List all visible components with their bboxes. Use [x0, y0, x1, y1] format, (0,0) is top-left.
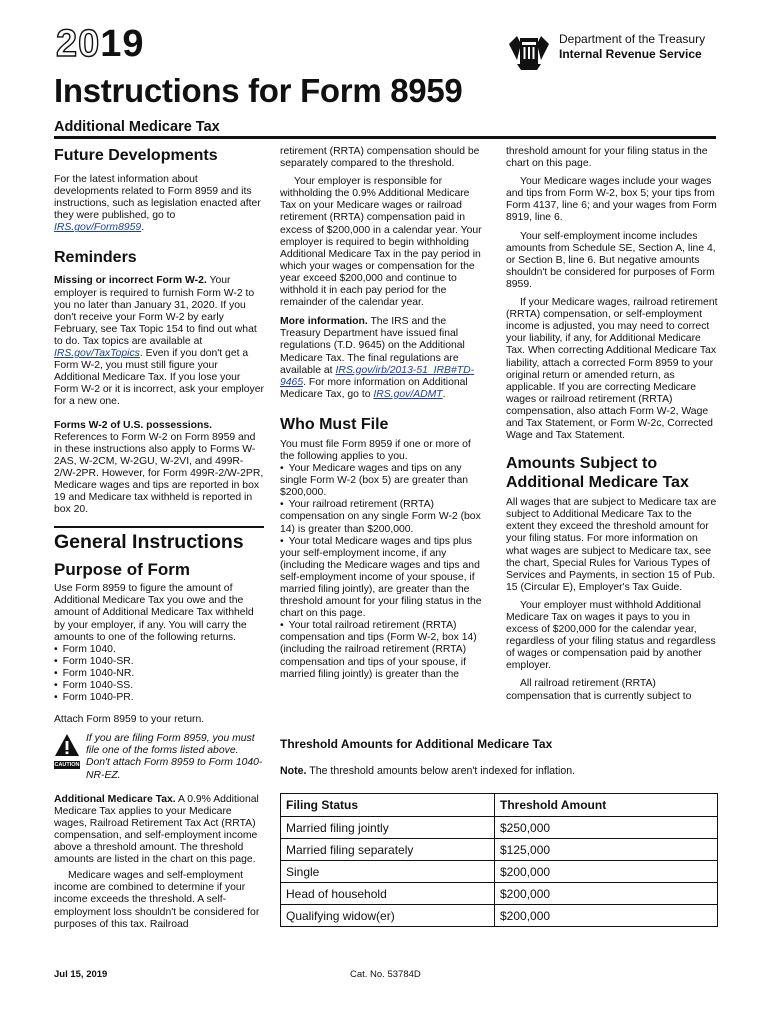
caution-text: If you are filing Form 8959, you must file one of the forms listed above. Don't attach Form 8959 to Form 1040-NR-EZ.	[86, 733, 263, 781]
who-must-file-heading: Who Must File	[280, 415, 389, 433]
filing-status-header: Filing Status	[281, 794, 495, 817]
additional-medicare-tax-paragraph: Additional Medicare Tax. A 0.9% Additional Medicare Tax applies to your Medicare wages, Railroad Retirement Tax Act (RRTA) compensation, and self-employment income above a threshold amount. The threshold amounts are listed in the chart on this page.	[54, 793, 259, 866]
list-item: • Form 1040-PR.	[54, 692, 264, 704]
tax-topics-link[interactable]: IRS.gov/TaxTopics	[54, 348, 140, 360]
filing-status-cell: Single	[281, 861, 495, 883]
purpose-heading: Purpose of Form	[54, 560, 191, 580]
employer-must-withhold-paragraph: Your employer must withhold Additional Medicare Tax on wages it pays to you in excess of $200,000 for the calendar year, regardless of your filing status and regardless of wages or compensation paid by another employer.	[506, 599, 716, 672]
warning-triangle-icon	[54, 733, 80, 757]
list-item: • Your railroad retirement (RRTA) compensation on any single Form W-2 (box 14) is greater than $200,000.	[280, 499, 486, 535]
list-item: • Your total railroad retirement (RRTA) compensation and tips (Form W-2, box 14) (including the railroad retirement (RRTA) compensation and tips of your spouse, if married filing jointly) is greater than the	[280, 620, 486, 680]
self-employment-paragraph: Your self-employment income includes amounts from Schedule SE, Section A, line 4, or Section B, line 6. But negative amounts shouldn't be considered for purposes of Form 8959.	[506, 230, 716, 290]
future-developments-heading: Future Developments	[54, 147, 218, 164]
catalog-number: Cat. No. 53784D	[350, 969, 421, 980]
table-header-row	[281, 794, 718, 817]
more-information-paragraph: More information. The IRS and the Treasury Department have issued final regulations (T.D. 9645) on the Additional Medicare Tax. The final regulations are available at IRS.gov/irb/2013-51_IRB#TD-9465. For more information on Additional Medicare Tax, go to IRS.gov/ADMT.	[280, 316, 475, 400]
wages-subject-paragraph: All wages that are subject to Medicare tax are subject to Additional Medicare Tax to the extent they exceed the threshold amount for your filing status. For more information on what wages are subject to Medicare tax, see the chart, Special Rules for Various Types of Services and Payments, in section 15 of Pub. 15 (Circular E), Employer's Tax Guide.	[506, 497, 717, 593]
irs-eagle-logo-icon	[507, 30, 551, 74]
correction-paragraph: If your Medicare wages, railroad retirement (RRTA) compensation, or self-employment income is adjusted, you may need to correct your liability, if any, for Additional Medicare Tax. When correcting Additional Medicare Tax liability, attach a corrected Form 8959 to your original return or amended return, as applicable. If you are correcting Medicare wages or railroad retirement (RRTA) compensation, also attach Form W-2, Wage and Tax Statement, or Form W-2c, Corrected Wage and Tax Statement.	[506, 297, 718, 442]
purpose-text: Use Form 8959 to figure the amount of Additional Medicare Tax you owe and the amount of Additional Medicare Tax withheld by your employer, if any. You will carry the amounts to one of the following returns.	[54, 583, 254, 643]
admt-link[interactable]: IRS.gov/ADMT	[373, 388, 443, 400]
caution-badge	[54, 733, 80, 781]
table-row	[281, 883, 718, 905]
header-divider	[54, 136, 716, 139]
page-title: Instructions for Form 8959	[54, 72, 463, 109]
threshold-amount-cell: $200,000	[495, 883, 718, 905]
general-instructions-heading: General Instructions	[54, 526, 264, 554]
agency-irs: Internal Revenue Service	[559, 47, 702, 61]
threshold-amount-cell: $125,000	[495, 839, 718, 861]
list-item: • Form 1040-NR.	[54, 668, 264, 680]
irb-link[interactable]: IRS.gov/irb/2013-51_IRB#TD-9465	[280, 364, 475, 388]
threshold-amount-cell: $250,000	[495, 817, 718, 839]
list-item: • Form 1040-SR.	[54, 656, 264, 668]
table-row	[281, 905, 718, 927]
threshold-table	[280, 793, 718, 927]
filing-status-cell: Head of household	[281, 883, 495, 905]
list-item: • Your total Medicare wages and tips plus your self-employment income, if any (including the Medicare wages and tips and self-employment income of your spouse, if married filing jointly), are greater than the threshold amount for your filing status in the chart on this page.	[280, 536, 486, 621]
table-row	[281, 861, 718, 883]
who-must-file-text: You must file Form 8959 if one or more of the following applies to you.	[280, 438, 471, 462]
column-3	[506, 146, 718, 703]
filing-status-cell: Qualifying widow(er)	[281, 905, 495, 927]
employer-withholding-paragraph: Your employer is responsible for withholding the 0.9% Additional Medicare Tax on your Medicare wages or railroad retirement (RRTA) compensation paid in excess of $200,000 in a calendar year. Your employer is required to begin withholding Additional Medicare Tax in the pay period in which your wages or compensation for the year exceed $200,000 and continue to withhold it in each pay period for the remainder of the calendar year.	[280, 176, 482, 309]
threshold-amount-cell: $200,000	[495, 861, 718, 883]
medicare-wages-paragraph: Your Medicare wages include your wages and tips from Form W-2, box 5; your tips from Form 4137, line 6; and your wages from Form 8919, line 6.	[506, 176, 717, 224]
column-2	[280, 146, 486, 681]
rrta-compensation-paragraph: All railroad retirement (RRTA) compensation that is currently subject to	[506, 678, 692, 702]
future-developments-text: For the latest information about developments related to Form 8959 and its instructions, such as legislation enacted after they were published, go to IRS.gov/Form8959.	[54, 174, 261, 234]
reminders-heading: Reminders	[54, 249, 137, 267]
filing-status-cell: Married filing jointly	[281, 817, 495, 839]
filing-status-cell: Married filing separately	[281, 839, 495, 861]
threshold-note: Note. The threshold amounts below aren't indexed for inflation.	[280, 765, 576, 777]
page-subtitle: Additional Medicare Tax	[54, 119, 220, 135]
caution-note	[54, 733, 264, 781]
attach-text: Attach Form 8959 to your return.	[54, 714, 205, 726]
list-item: • Form 1040-SS.	[54, 680, 264, 692]
list-item: • Your Medicare wages and tips on any single Form W-2 (box 5) are greater than $200,000.	[280, 463, 486, 499]
amounts-subject-heading: Amounts Subject to Additional Medicare Tax	[506, 455, 689, 492]
form8959-link[interactable]: IRS.gov/Form8959	[54, 222, 142, 234]
threshold-continued-paragraph: threshold amount for your filing status in the chart on this page.	[506, 146, 708, 170]
caution-label: CAUTION	[54, 762, 80, 769]
revision-date: Jul 15, 2019	[54, 969, 108, 980]
combined-paragraph: Medicare wages and self-employment income are combined to determine if your income exceeds the threshold. A self-employment loss shouldn't be considered for purposes of this tax. Railroad	[54, 870, 260, 930]
agency-department: Department of the Treasury	[559, 32, 706, 46]
column-1	[54, 146, 264, 931]
table-row	[281, 839, 718, 861]
returns-list	[54, 644, 264, 704]
table-row	[281, 817, 718, 839]
threshold-table-title: Threshold Amounts for Additional Medicare Tax	[280, 737, 553, 751]
agency-name	[559, 32, 705, 62]
threshold-amount-header: Threshold Amount	[495, 794, 718, 817]
tax-year: 2019	[56, 23, 145, 65]
rrta-paragraph: retirement (RRTA) compensation should be separately compared to the threshold.	[280, 146, 480, 170]
threshold-amount-cell: $200,000	[495, 905, 718, 927]
missing-w2-paragraph: Missing or incorrect Form W-2. Your employer is required to furnish Form W-2 to you no later than January 31, 2020. If you don't receive your Form W-2 by early February, see Tax Topic 154 to find out what to do. Tax topics are available at IRS.gov/TaxTopics. Even if you don't get a Form W-2, you must still figure your Additional Medicare Tax. If you lose your Form W-2 or it is incorrect, ask your employer for a new one.	[54, 275, 264, 408]
list-item: • Form 1040.	[54, 644, 264, 656]
possessions-paragraph: Forms W-2 of U.S. possessions. References to Form W-2 on Form 8959 and in these instructions also apply to Forms W-2AS, W-2CM, W-2GU, W-2VI, and 499R-2/W-2PR. However, for Form 499R-2/W-2PR, Medicare wages and tips are reported in box 19 and Medicare tax withheld is reported in box 20.	[54, 419, 264, 516]
